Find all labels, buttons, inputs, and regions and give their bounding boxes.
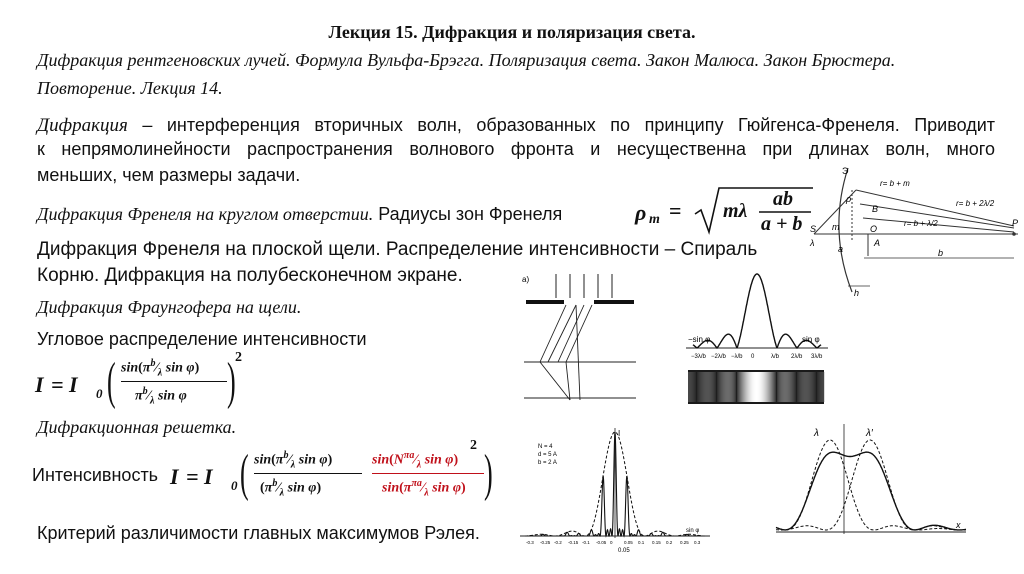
grating-I0-sub: 0: [231, 478, 238, 493]
fresnel-slit-line1: Дифракция Френеля на плоской щели. Распределение интенсивности – Спираль: [37, 239, 758, 260]
pattern-tick-label: 0: [751, 354, 755, 360]
svg-text:O: O: [870, 224, 878, 234]
formula-grating-intensity: [32, 438, 493, 508]
paren-left: (: [107, 353, 116, 410]
grating-bar1: [254, 473, 362, 474]
grating-tick-label: 0: [610, 540, 613, 545]
slit-rays-figure: [518, 272, 638, 412]
grating-tick-label: -0.15: [568, 540, 579, 545]
angular-distribution-text: Угловое распределение интенсивности: [37, 329, 367, 349]
grating-paren-left: (: [240, 445, 249, 502]
power-2: 2: [235, 350, 242, 365]
formula-fresnel-radius: [635, 186, 815, 236]
diffraction-def-line1: – интерференция вторичных волн, образованных по принципу Гюйгенса-Френеля. Приводит: [127, 115, 995, 135]
svg-text:d = 5 A: d = 5 A: [538, 452, 557, 458]
grating-tick-label: 0.15: [652, 540, 661, 545]
svg-text:h: h: [854, 288, 860, 298]
review-note: Повторение. Лекция 14.: [37, 78, 223, 98]
rayleigh-figure: [770, 420, 970, 550]
grating-text: Дифракционная решетка.: [37, 417, 237, 437]
rho-equals: =: [669, 198, 682, 223]
fresnel-round-text: Дифракция Френеля на круглом отверстии.: [37, 204, 374, 224]
svg-text:a: a: [838, 244, 844, 254]
slit-pattern-figure: [686, 268, 828, 408]
grating-intensity-figure: [516, 424, 712, 558]
diffraction-definition: [37, 113, 995, 138]
grating-tick-label: 0.2: [666, 540, 673, 545]
rayleigh-text: Критерий различимости главных максимумов Рэлея.: [37, 523, 480, 543]
grating-I-symbol: I: [170, 464, 179, 489]
svg-text:b: b: [938, 248, 944, 258]
grating-tick-label: -0.2: [554, 540, 562, 545]
slit-numerator: $\sin(\pi^b⁄_\lambda$ sin φ): [121, 358, 200, 379]
pattern-tick-label: 3λ/b: [811, 354, 823, 360]
pattern-left-label: −sin φ: [688, 335, 711, 344]
formula-slit-intensity: [35, 348, 245, 416]
pattern-tick-label: −3λ/b: [691, 354, 706, 360]
svg-text:λ: λ: [810, 238, 815, 248]
diffraction-def-line2: к непрямолинейности распространения волнового фронта и несущественна при длинах волн, много: [37, 139, 995, 159]
grating-tick-label: -0.1: [582, 540, 590, 545]
label-r2: r= b + 2λ/2: [956, 199, 995, 208]
slit-denominator: $\pi^b⁄_\lambda$ sin φ: [135, 386, 187, 407]
grating-den2: $\sin(\pi^{\pi a}⁄_\lambda$ sin φ): [382, 478, 466, 499]
rho-m-lambda: mλ: [723, 200, 748, 222]
label-r1: r= b + λ/2: [904, 219, 938, 228]
grating-den1: ($\pi^b⁄_\lambda$ sin φ): [260, 478, 322, 499]
grating-tick-label: 0.1: [638, 540, 645, 545]
rayleigh-right-label: λ′: [866, 428, 873, 439]
grating-power: 2: [470, 438, 477, 453]
I-symbol: I: [35, 372, 44, 397]
rho-numerator: ab: [773, 188, 793, 210]
pattern-tick-label: −2λ/b: [711, 354, 726, 360]
svg-text:B: B: [872, 204, 879, 214]
slit-fig-label: а): [522, 275, 530, 284]
label-screen: Э: [842, 166, 849, 176]
svg-text:A: A: [874, 238, 881, 248]
pattern-tick-label: λ/b: [771, 354, 780, 360]
slide-subtitle: Дифракция рентгеновских лучей. Формула Вульфа-Брэгга. Поляризация света. Закон Малюса. Закон Брюстера.: [37, 50, 896, 70]
rayleigh-x-label: x: [956, 520, 961, 530]
intensity-label: Интенсивность: [32, 465, 159, 485]
svg-text:0.05: 0.05: [618, 548, 630, 554]
label-rm: r= b + m: [880, 179, 910, 188]
diffraction-term: Дифракция: [37, 115, 128, 136]
svg-text:P: P: [1012, 218, 1019, 228]
pattern-right-label: sin φ: [802, 335, 820, 344]
svg-text:S: S: [810, 224, 817, 234]
rho-denominator: a + b: [761, 213, 803, 235]
grating-tick-label: 0.3: [694, 540, 701, 545]
grating-xlabel: sin φ: [686, 528, 700, 534]
svg-text:b = 2 A: b = 2 A: [538, 460, 557, 466]
pattern-tick-label: −λ/b: [731, 354, 743, 360]
slit-fraction-bar: [121, 381, 227, 382]
grating-tick-label: -0.25: [540, 540, 551, 545]
grating-num1: $\sin(\pi^b⁄_\lambda$ sin φ): [254, 450, 333, 471]
grating-num2: $\sin(N^{\pi a}⁄_\lambda$ sin φ): [372, 450, 459, 471]
slide-title: Лекция 15. Дифракция и поляризация света.: [328, 22, 696, 42]
grating-tick-label: -0.05: [596, 540, 607, 545]
I0-symbol: = I: [51, 372, 78, 397]
grating-tick-label: 0.25: [680, 540, 689, 545]
rho-sub: m: [649, 212, 660, 227]
rayleigh-left-label: λ: [814, 428, 819, 439]
rho-symbol: ρ: [635, 200, 647, 225]
fraunhofer-slit-text: Дифракция Фраунгофера на щели.: [37, 297, 302, 317]
fringe-band: [823, 372, 824, 402]
svg-text:ρ: ρ: [846, 194, 852, 204]
svg-text:m: m: [832, 222, 840, 232]
I0-sub: 0: [96, 386, 103, 401]
diffraction-def-line3: меньших, чем размеры задачи.: [37, 165, 301, 185]
fresnel-round-line: [37, 204, 562, 225]
grating-I0: = I: [186, 464, 213, 489]
fresnel-slit-line2: Корню. Дифракция на полубесконечном экране.: [37, 265, 463, 286]
svg-text:N = 4: N = 4: [538, 444, 553, 450]
grating-ylabel: I: [618, 429, 621, 438]
grating-bar2: [372, 473, 484, 474]
pattern-tick-label: 2λ/b: [791, 354, 803, 360]
grating-tick-label: -0.3: [526, 540, 534, 545]
paren-right: ): [227, 353, 236, 410]
grating-tick-label: 0.05: [624, 540, 633, 545]
grating-paren-right: ): [484, 445, 493, 502]
fresnel-zones-figure: [808, 160, 1022, 298]
fresnel-zones-text: Радиусы зон Френеля: [373, 204, 563, 224]
